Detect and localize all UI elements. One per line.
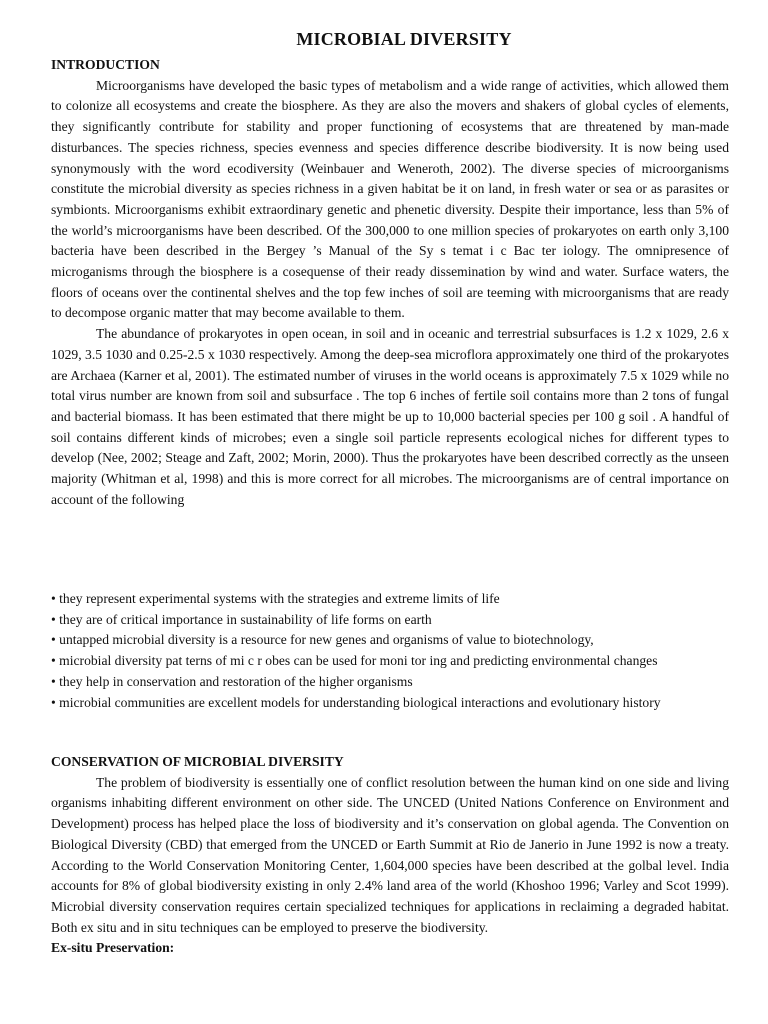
conservation-heading: CONSERVATION OF MICROBIAL DIVERSITY [51,754,344,769]
list-item: • untapped microbial diversity is a resource for new genes and organisms of value to biotechnology, [51,632,594,648]
list-item: • they represent experimental systems with the strategies and extreme limits of life [51,591,500,606]
introduction-section [51,55,729,510]
list-item: • microbial diversity pat terns of mi c r obes can be used for moni tor ing and predicting environmental changes [51,653,658,669]
importance-list [51,589,729,713]
importance-list-section [51,589,729,713]
conservation-section [51,752,729,959]
list-item: • they help in conservation and restoration of the higher organisms [51,673,413,689]
introduction-paragraph-2: The abundance of prokaryotes in open ocean, in soil and in oceanic and terrestrial subsurfaces is 1.2 x 1029, 2.6 x 1029, 3.5 1030 and 0.25-2.5 x 1030 respectively. Among the deep-sea microflora approximately one third of the prokaryotes are Archaea (Karner et al, 2001). The estimated number of viruses in the world oceans is approximately 7.5 x 1029 while no total virus number are known from soil and subsurface . The top 6 inches of fertile soil contains more than 2 tons of fungal and bacterial biomass. It has been estimated that there might be up to 10,000 bacterial species per 100 g soil . A handful of soil contains different kinds of microbes; even a single soil particle represents ecological niches for different types to develop (Nee, 2002; Steage and Zaft, 2002; Morin, 2000). Thus the prokaryotes have been described correctly as the unseen majority (Whitman et al, 1998) and this is more correct for all microbes. The microorganisms are of central importance on account of the following [51,326,729,507]
list-item: • they are of critical importance in sustainability of life forms on earth [51,611,432,627]
list-item: • microbial communities are excellent models for understanding biological interactions and evolutionary history [51,694,661,710]
document-title: MICROBIAL DIVERSITY [296,29,512,49]
introduction-heading: INTRODUCTION [51,57,160,72]
introduction-paragraph-1: Microorganisms have developed the basic types of metabolism and a wide range of activities, which allowed them to colonize all ecosystems and create the biosphere. As they are also the movers and shakers of global cycles of elements, they significantly contribute for stability and proper functioning of ecosystems that are threatened by man-made disturbances. The species richness, species evenness and species difference describe biodiversity. It is now being used synonymously with the word ecodiversity (Weinbauer and Weneroth, 2002). The diverse species of microorganisms constitute the microbial diversity as species richness in a given habitat be it on land, in fresh water or sea or as parasites or symbionts. Microorganisms exhibit extraordinary genetic and phenetic diversity. Despite their importance, less than 5% of the world’s microorganisms have been described. Of the 300,000 to one million species of prokaryotes on earth only 3,100 bacteria have been described in the Bergey ’s Manual of the Sy s temat i c Bac ter iology. The omnipresence of microganisms through the biosphere is a cosequense of their ready dissemination by wind and water. Surface waters, the floors of oceans over the continental shelves and the top few inches of soil are teeming with microorganisms that are ready to decompose organic matter that may become available to them. [51,77,729,321]
ex-situ-subheading: Ex-situ Preservation: [51,940,175,956]
conservation-paragraph: The problem of biodiversity is essentially one of conflict resolution between the human kind on one side and living organisms inhabiting different environment on other side. The UNCED (United Nations Conference on Environment and Development) process has helped place the loss of biodiversity and it’s conservation on global agenda. The Convention on Biological Diversity (CBD) that emerged from the UNCED or Earth Summit at Rio de Janerio in June 1992 is now a treaty. According to the World Conservation Monitoring Center, 1,604,000 species have been described at the golbal level. India accounts for 8% of global biodiversity existing in only 2.4% land area of the world (Khoshoo 1996; Varley and Scot 1999). Microbial diversity conservation requires certain specialized techniques for applications in reclaiming a degraded habitat. Both ex situ and in situ techniques can be employed to preserve the biodiversity. [51,774,729,935]
